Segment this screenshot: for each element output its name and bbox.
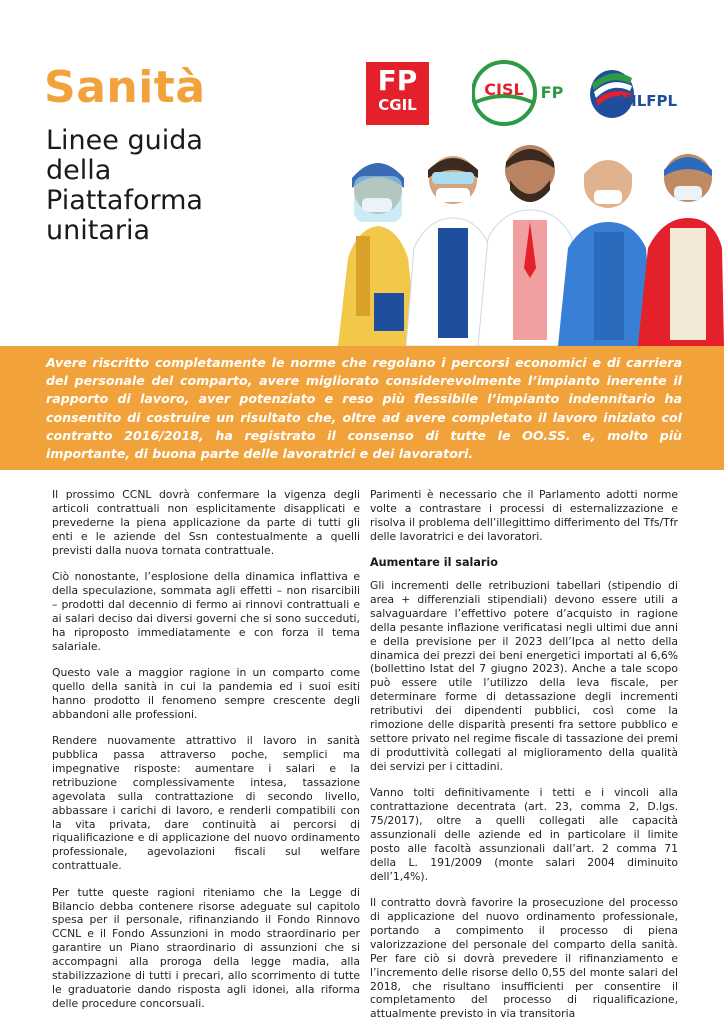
- page-subtitle: [46, 126, 286, 246]
- page-title: Sanità: [44, 62, 206, 113]
- subtitle-line: Piattaforma: [46, 185, 203, 216]
- paragraph: Parimenti è necessario che il Parlamento adotti norme volte a contrastare i processi di esternalizzazione e risolva il problema dell’illegittimo differimento del Tfs/Tfr delle lavoratrici e dei lavoratori.: [370, 488, 678, 543]
- paragraph: Per tutte queste ragioni riteniamo che la Legge di Bilancio debba contenere risorse adeguate sul capitolo spesa per il personale, rifinanziando il Fondo Rinnovo CCNL e il Fondo Assunzioni in modo straordinario per garantire un Piano straordinario di assunzioni che si accompagni alla proroga della legge madia, alla stabilizzazione di tutti i precari, allo scorrimento di tutte le graduatorie dando risposta agli idonei, alla riforma delle procedure concorsuali.: [52, 885, 360, 1010]
- left-column: [52, 488, 360, 1023]
- paragraph: Gli incrementi delle retribuzioni tabellari (stipendio di area + differenziali stipendiali) devono essere utili a salvaguardare l’effettivo potere d’acquisto in ragione della pesante inflazione verificatasi negli ultimi due anni e della previsione per il 2023 dell’Ipca al netto della dinamica dei prezzi dei beni energetici importati al 6,6% (bollettino Istat del 7 giugno 2023). Anche a tale scopo può essere utile l’utilizzo della leva fiscale, per determinare forme di detassazione degli incrementi retributivi dei dipendenti pubblici, così come la rimozione delle disparità presenti fra settore pubblico e settore privato nel regime fiscale di tassazione dei premi di produttività collegati al miglioramento della qualità dei servizi per i cittadini.: [370, 579, 678, 773]
- paragraph: Questo vale a maggior ragione in un comparto come quello della sanità in cui la pandemia ed i suoi esiti hanno prodotto il fenomeno sempre crescente degli abbandoni alle professioni.: [52, 665, 360, 721]
- fp-logo-text: FP: [540, 83, 564, 102]
- cisl-logo-text: CISL: [484, 80, 524, 99]
- fp-cgil-logo-line1: FP: [377, 64, 418, 97]
- subtitle-line: della: [46, 155, 112, 186]
- page-header: [0, 0, 724, 346]
- paragraph: Rendere nuovamente attrattivo il lavoro in sanità pubblica passa attraverso poche, semplici ma impegnative risposte: aumentare i salari e la retribuzione complessivamente intesa, tassazione agevolata sulla contrattazione di secondo livello, abbassare i carichi di lavoro, e renderli compatibili con la vita privata, dare continuità ai percorsi di riqualificazione e di applicazione del nuovo ordinamento professionale, agevolazioni fiscali sul welfare contrattuale.: [52, 734, 360, 873]
- worker-figure-1: [338, 163, 418, 346]
- fp-cgil-logo-line2: CGIL: [378, 96, 417, 114]
- worker-figure-4: [558, 160, 654, 346]
- healthcare-workers-illustration: [318, 118, 724, 346]
- paragraph: Il contratto dovrà favorire la prosecuzione del processo di applicazione del nuovo ordinamento professionale, portando a compimento il processo di piena valorizzazione del personale del comparto della sanità. Per fare ciò si dovrà prevedere il rifinanziamento e l’incremento delle risorse dello 0,55 del monte salari del 2018, che risultano insufficienti per consentire il completamento del processo di riqualificazione, attualmente previsto in via transitoria: [370, 896, 678, 1021]
- paragraph: Ciò nonostante, l’esplosione della dinamica inflattiva e della speculazione, sommata agli effetti – non risarcibili – prodotti dal decennio di fermo ai rinnovi contrattuali e ai salari deciso dai diversi governi che si sono succeduti, ha riproposto immediatamente e con forza il tema salariale.: [52, 570, 360, 653]
- fp-cgil-logo: [366, 62, 429, 125]
- worker-figure-5: [638, 154, 724, 346]
- section-heading: Aumentare il salario: [370, 556, 498, 570]
- paragraph: Vanno tolti definitivamente i tetti e i vincoli alla contrattazione decentrata (art. 23, comma 2, D.lgs. 75/2017), oltre a quelli collegati alle capacità assunzionali delle aziende ed in particolare il limite posto alle facoltà assunzionali dall’art. 2 comma 71 della L. 191/2009 (monte salari 2004 diminuito dell’1,4%).: [370, 786, 678, 883]
- subtitle-line: Linee guida: [46, 125, 203, 156]
- uil-logo-text: UILFPL: [618, 92, 678, 110]
- right-column: [370, 488, 678, 1034]
- subtitle-line: unitaria: [46, 215, 151, 246]
- intro-banner-text: Avere riscritto completamente le norme che regolano i percorsi economici e di carriera del personale del comparto, avere migliorato considerevolmente l’impianto inerente il rapporto di lavoro, aver potenziato e reso più flessibile l’impianto indennitario ha consentito di costruire un risultato che, oltre ad avere completato il lavoro iniziato col contratto 2016/2018, ha registrato il consenso di tutte le OO.SS. e, molto più importante, di buona parte delle lavoratrici e dei lavoratori.: [46, 355, 682, 462]
- paragraph: Il prossimo CCNL dovrà confermare la vigenza degli articoli contrattuali non esplicitamente disapplicati e prevederne la piena applicazione da parte di tutti gli enti e le aziende del Ssn contestualmente a quelli previsti dalla nuova tornata contrattuale.: [52, 488, 360, 557]
